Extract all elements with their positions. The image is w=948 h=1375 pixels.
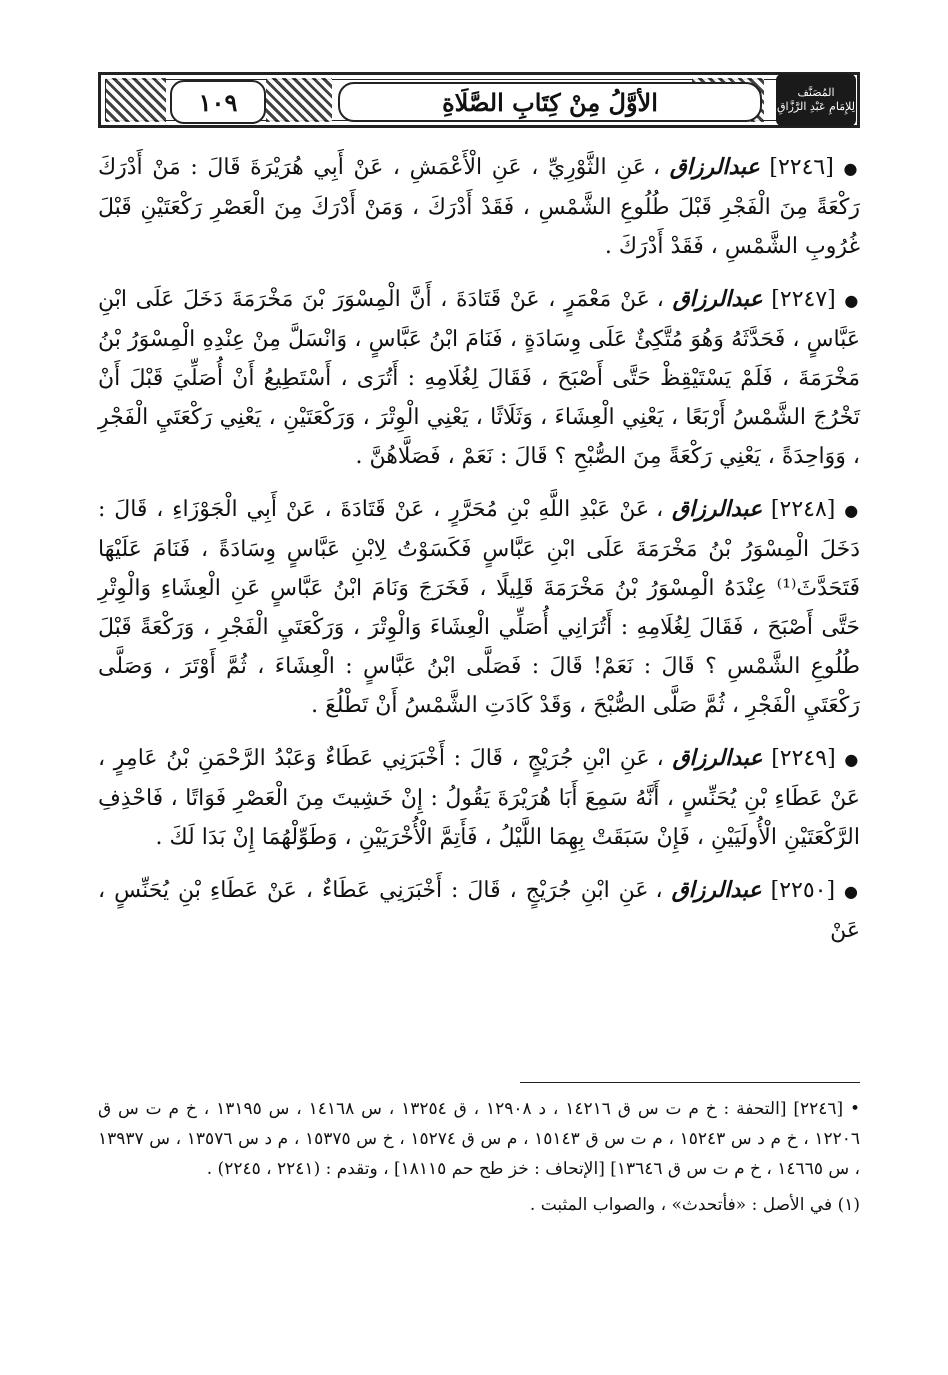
hadith-number: [٢٢٤٦] xyxy=(769,155,834,180)
hadith-number: [٢٢٥٠] xyxy=(770,878,836,903)
footnote-bullet: • xyxy=(850,1099,861,1119)
chapter-title: الأوَّلُ مِنْ كِتَابِ الصَّلَاةِ xyxy=(338,82,762,122)
ornament-left-icon xyxy=(106,78,166,122)
narrator-name: عبدالرزاق xyxy=(672,496,763,522)
book-logo xyxy=(776,74,856,126)
hadith-number: [٢٢٤٧] xyxy=(771,287,836,312)
bullet-icon: ● xyxy=(844,750,860,769)
narrator-name: عبدالرزاق xyxy=(672,286,763,312)
narrator-name: عبدالرزاق xyxy=(672,745,763,771)
footnote-number: [٢٢٤٦] xyxy=(793,1099,844,1119)
hadith-text: ، عَنْ مَعْمَرٍ ، عَنْ قَتَادَةَ ، أَنَّ الْمِسْوَرَ بْنَ مَخْرَمَةَ دَخَلَ عَلَى ابْنِ عَبَّاسٍ ، فَحَدَّثَهُ وَهُوَ مُتَّكِئٌ عَلَى وِسَادَةٍ ، فَنَامَ ابْنُ عَبَّاسٍ ، وَانْسَلَّ مِنْ عِنْدِهِ الْمِسْوَرُ بْنُ مَخْرَمَةَ ، فَلَمْ يَسْتَيْقِظْ حَتَّى أَصْبَحَ ، فَقَالَ لِغُلَامِهِ : أَتُرَى ، أَسْتَطِيعُ أَنْ أُصَلِّيَ قَبْلَ أَنْ تَخْرُجَ الشَّمْسُ أَرْبَعًا ، يَعْنِي الْعِشَاءَ ، وَثَلَاثًا ، يَعْنِي الْوِتْرَ ، وَرَكْعَتَيْنِ ، يَعْنِي رَكْعَتَيِ الْفَجْرِ ، وَوَاحِدَةً ، يَعْنِي رَكْعَةً مِنَ الصُّبْحِ ؟ قَالَ : نَعَمْ ، فَصَلَّاهُنَّ . xyxy=(98,287,860,469)
narrator-name: عبدالرزاق xyxy=(669,154,760,180)
footnote-text: [التحفة : خ م ت س ق ١٤٢١٦ ، د ١٢٩٠٨ ، ق ١٣٢٥٤ ، س ١٤١٦٨ ، س ١٣١٩٥ ، خ م ت س ق ١٢٢٠٦ ، خ م د س ١٥٢٤٣ ، م ت س ق ١٥١٤٣ ، م س ق ١٥٢٧٤ ، خ س ١٥٣٧٥ ، م د س ١٣٥٧٦ ، س ١٣٩٣٧ ، س ١٤٦٦٥ ، خ م ت س ق ١٣٦٤٦] [الإتحاف : خز طح حم ١٨١١٥] ، وتقدم : (٢٢٤١ ، ٢٢٤٥) . xyxy=(98,1099,860,1179)
main-text xyxy=(98,148,860,964)
footnote-number: (١) xyxy=(837,1195,860,1215)
footnote-takhrij xyxy=(98,1094,860,1184)
footnote-note xyxy=(98,1190,860,1220)
bullet-icon: ● xyxy=(844,291,860,310)
footnote-text: في الأصل : «فأتحدث» ، والصواب المثبت . xyxy=(529,1195,833,1215)
narrator-name: عبدالرزاق xyxy=(671,877,762,903)
bullet-icon: ● xyxy=(844,501,860,520)
logo-line-2: لِلإِمَامِ عَبْدِ الرَّزَّاقِ xyxy=(777,100,855,113)
hadith-text: ، عَنِ ابْنِ جُرَيْجٍ ، قَالَ : أَخْبَرَنِي عَطَاءٌ وَعَبْدُ الرَّحْمَنِ بْنُ عَامِرٍ ، عَنْ عَطَاءِ بْنِ يُحَنِّسٍ ، أَنَّهُ سَمِعَ أَبَا هُرَيْرَةَ يَقُولُ : إِنْ خَشِيتَ مِنَ الْعَصْرِ فَوَاتًا ، فَاحْذِفِ الرَّكْعَتَيْنِ الْأُولَيَيْنِ ، فَإِنْ سَبَقَتْ بِهِمَا اللَّيْلُ ، فَأَتِمَّ الْأُخْرَيَيْنِ ، وَطَوِّلْهُمَا إِنْ بَدَا لَكَ . xyxy=(98,746,860,850)
hadith-paragraph xyxy=(98,871,860,950)
ornament-mid-icon xyxy=(266,78,332,122)
hadith-text: ، عَنْ عَبْدِ اللَّهِ بْنِ مُحَرَّرٍ ، عَنْ قَتَادَةَ ، عَنْ أَبِي الْجَوْزَاءِ ، قَالَ : دَخَلَ الْمِسْوَرُ بْنُ مَخْرَمَةَ عَلَى ابْنِ عَبَّاسٍ فَكَسَوْتُ لِابْنِ عَبَّاسٍ وِسَادَةً ، فَنَامَ عَلَيْهَا فَتَحَدَّثَ⁽¹⁾ عِنْدَهُ الْمِسْوَرُ بْنُ مَخْرَمَةَ قَلِيلًا ، فَخَرَجَ وَنَامَ ابْنُ عَبَّاسٍ عَنِ الْعِشَاءِ وَالْوِتْرِ حَتَّى أَصْبَحَ ، فَقَالَ لِغُلَامِهِ : أَتُرَانِي أُصَلِّي الْعِشَاءَ وَالْوِتْرَ ، وَرَكْعَتَيِ الْفَجْرِ ، وَرَكْعَةً قَبْلَ طُلُوعِ الشَّمْسِ ؟ قَالَ : نَعَمْ! قَالَ : فَصَلَّى ابْنُ عَبَّاسٍ : الْعِشَاءَ ، ثُمَّ أَوْتَرَ ، وَصَلَّى رَكْعَتَيِ الْفَجْرِ ، ثُمَّ صَلَّى الصُّبْحَ ، وَقَدْ كَادَتِ الشَّمْسُ أَنْ تَطْلُعَ . xyxy=(98,497,860,718)
hadith-text: ، عَنِ ابْنِ جُرَيْجٍ ، قَالَ : أَخْبَرَنِي عَطَاءٌ ، عَنْ عَطَاءِ بْنِ يُحَنِّسٍ ، عَنْ xyxy=(98,878,860,943)
hadith-number: [٢٢٤٨] xyxy=(770,497,836,522)
hadith-paragraph xyxy=(98,739,860,857)
page-number: ١٠٩ xyxy=(170,80,266,124)
hadith-paragraph xyxy=(98,148,860,266)
bullet-icon: ● xyxy=(844,882,860,901)
page-header xyxy=(98,72,860,128)
footnotes xyxy=(98,1094,860,1226)
bullet-icon: ● xyxy=(843,159,860,178)
hadith-text: ، عَنِ الثَّوْرِيِّ ، عَنِ الْأَعْمَشِ ، عَنْ أَبِي هُرَيْرَةَ قَالَ : مَنْ أَدْرَكَ رَكْعَةً مِنَ الْفَجْرِ قَبْلَ طُلُوعِ الشَّمْسِ ، فَقَدْ أَدْرَكَ ، وَمَنْ أَدْرَكَ مِنَ الْعَصْرِ رَكْعَتَيْنِ قَبْلَ غُرُوبِ الشَّمْسِ ، فَقَدْ أَدْرَكَ . xyxy=(98,155,860,259)
hadith-number: [٢٢٤٩] xyxy=(771,746,836,771)
hadith-paragraph xyxy=(98,490,860,725)
hadith-paragraph xyxy=(98,280,860,476)
footnote-divider xyxy=(520,1082,860,1083)
logo-line-1: المُصَنَّف xyxy=(797,86,835,99)
